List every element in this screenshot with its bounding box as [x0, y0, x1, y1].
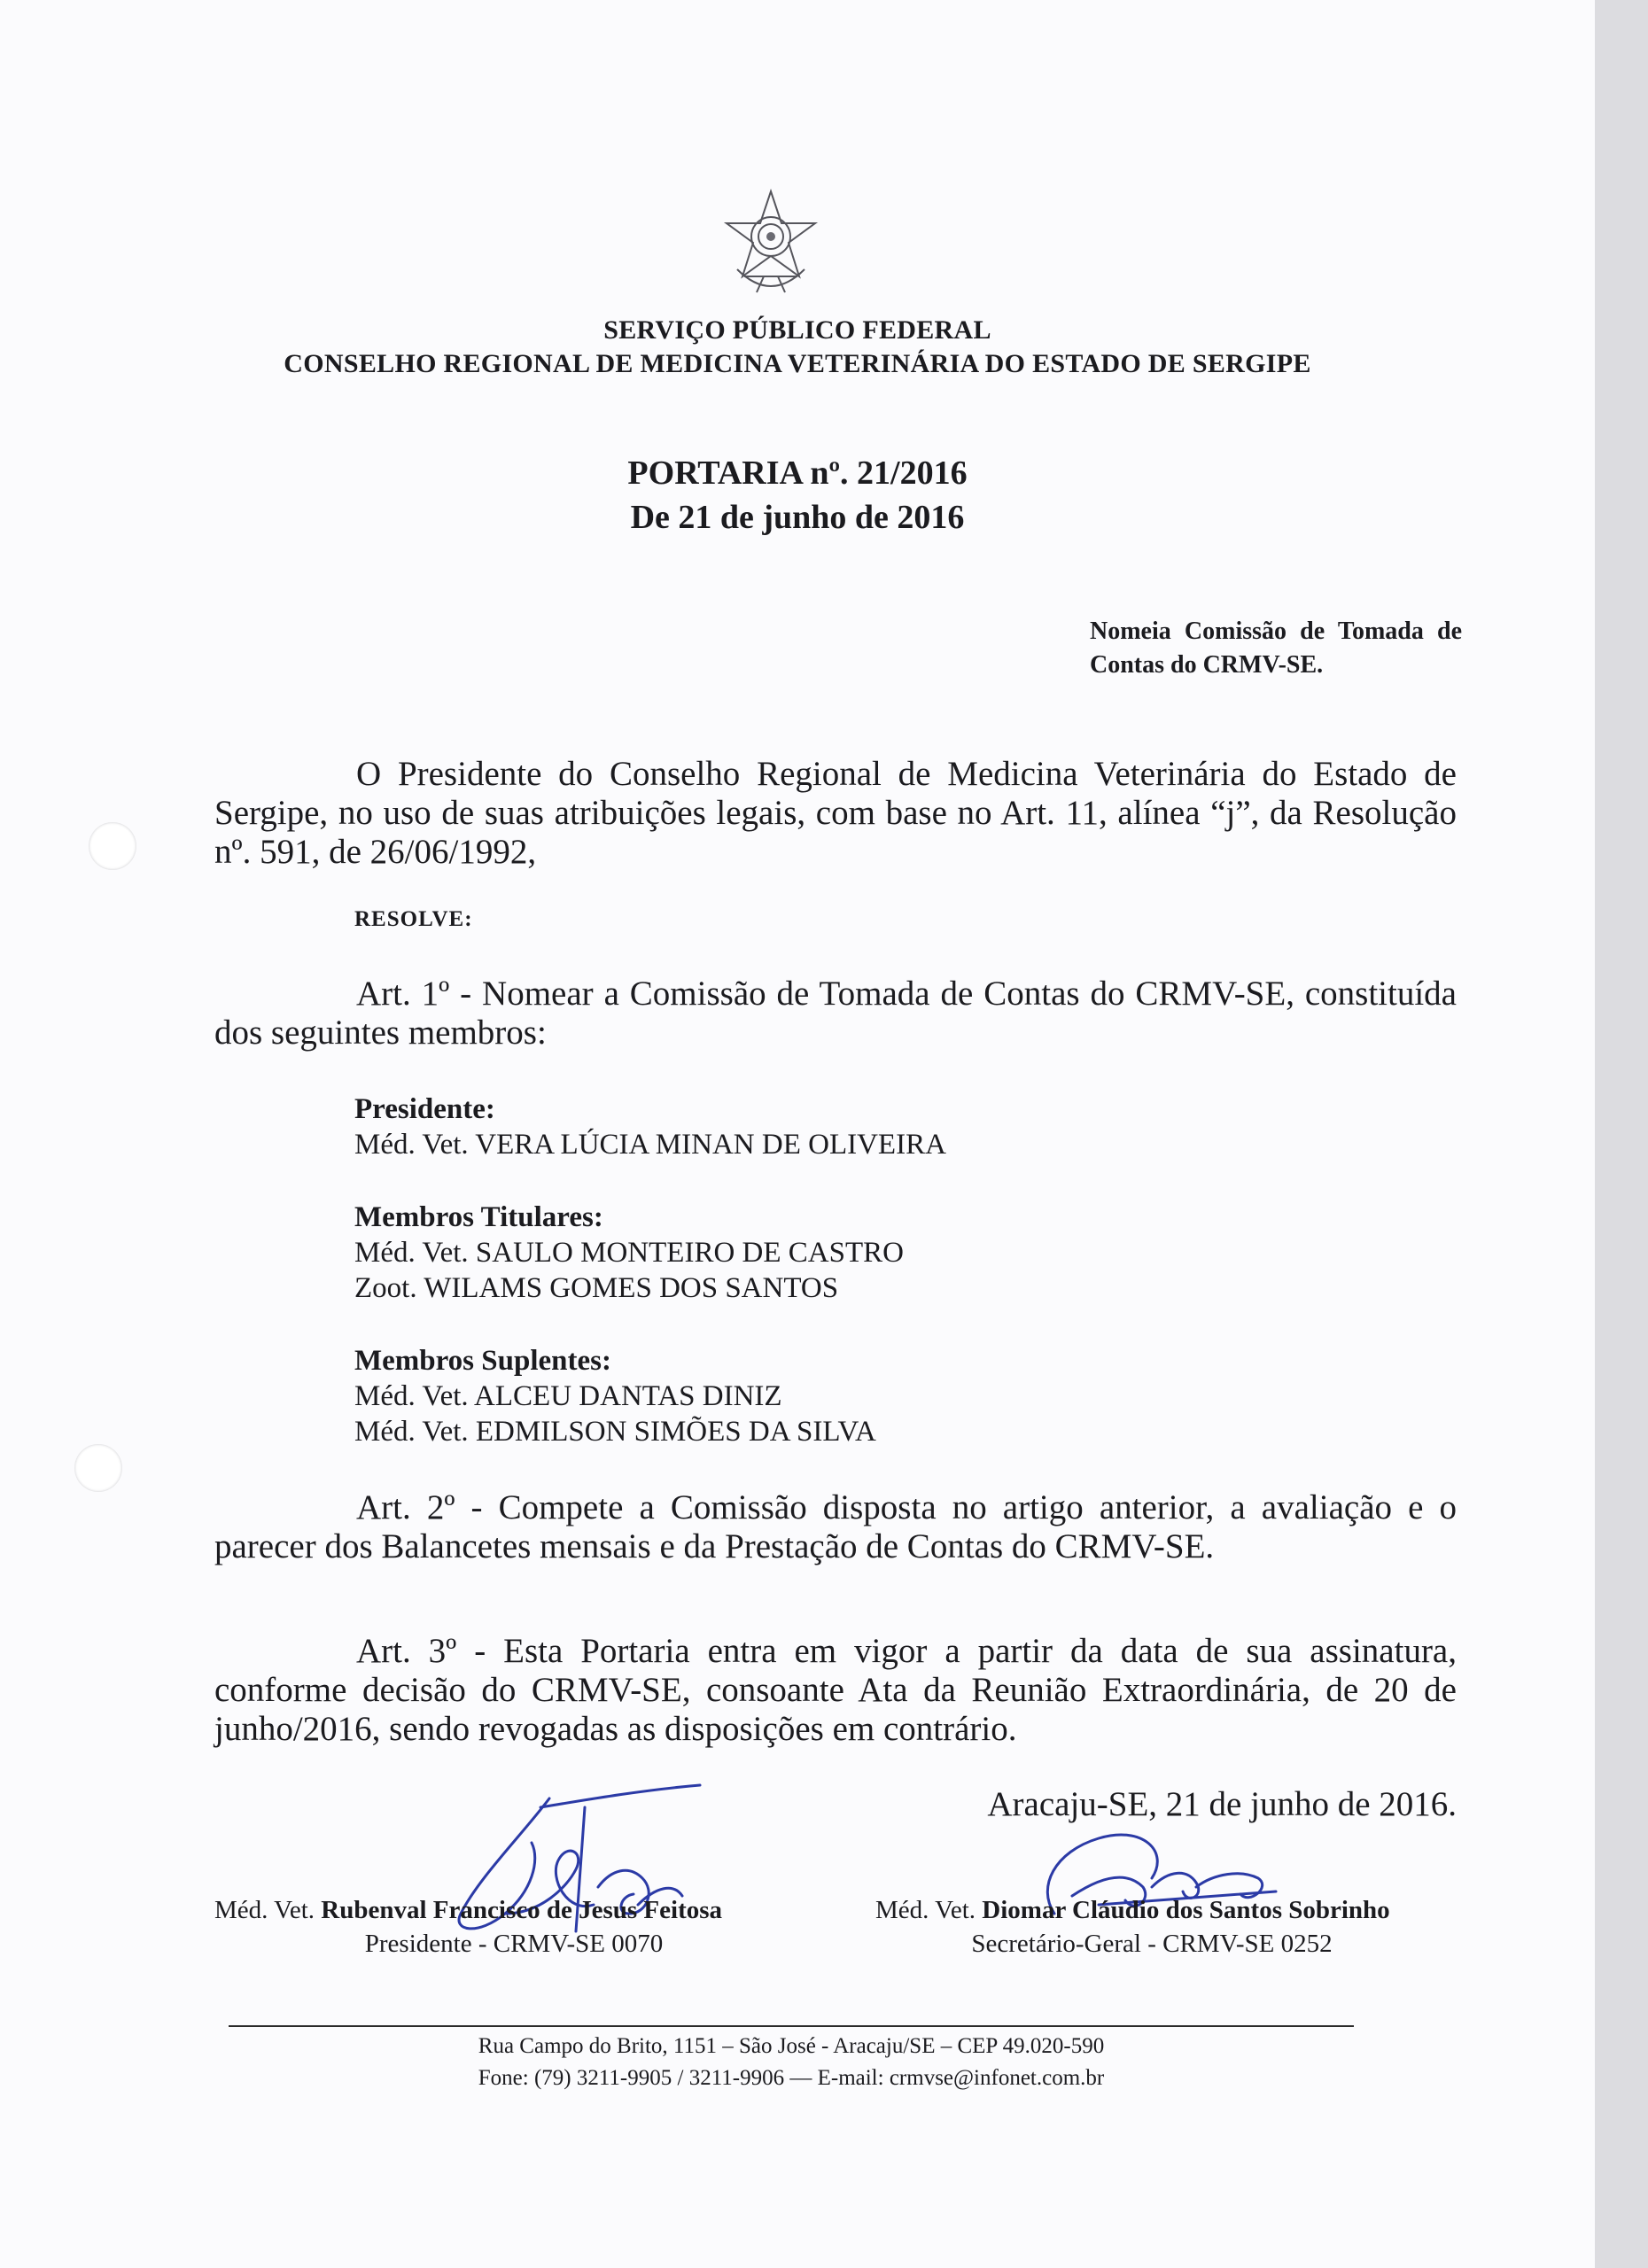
signature-2-prefix: Méd. Vet. [875, 1896, 976, 1924]
president-label: Presidente: [354, 1093, 495, 1125]
suplentes-label: Membros Suplentes: [354, 1345, 611, 1377]
titular-member: Méd. Vet. SAULO MONTEIRO DE CASTRO [354, 1237, 904, 1269]
article-3 [214, 1632, 1457, 1749]
place-and-date: Aracaju-SE, 21 de junho de 2016. [987, 1785, 1457, 1823]
suplentes-block [354, 1343, 876, 1449]
titulares-block [354, 1200, 904, 1306]
preamble-text: O Presidente do Conselho Regional de Medicina Veterinária do Estado de Sergipe, no uso de suas atribuições legais, com base no Art. 11, alínea “j”, da Resolução nº. 591, de 26/06/1992, [214, 755, 1457, 871]
article-1-text: Art. 1º - Nomear a Comissão de Tomada de Contas do CRMV-SE, constituída dos seguintes membros: [214, 975, 1457, 1052]
suplente-member: Méd. Vet. ALCEU DANTAS DINIZ [354, 1380, 782, 1412]
footer-contact: Fone: (79) 3211-9905 / 3211-9906 — E-mail: crmvse@infonet.com.br [478, 2066, 1105, 2090]
signature-1-prefix: Méd. Vet. [214, 1896, 315, 1924]
footer-address: Rua Campo do Brito, 1151 – São José - Aracaju/SE – CEP 49.020-590 [478, 2034, 1105, 2058]
punch-hole-top [89, 822, 136, 870]
president-name: Méd. Vet. VERA LÚCIA MINAN DE OLIVEIRA [354, 1129, 946, 1161]
scan-edge [1595, 0, 1648, 2268]
ementa: Nomeia Comissão de Tomada de Contas do CRMV-SE. [1090, 617, 1462, 679]
portaria-number: PORTARIA nº. 21/2016 [627, 454, 968, 492]
portaria-date: De 21 de junho de 2016 [630, 499, 965, 536]
titulares-label: Membros Titulares: [354, 1201, 603, 1233]
president-block [354, 1091, 946, 1162]
signature-2-role: Secretário-Geral - CRMV-SE 0252 [971, 1930, 1333, 1958]
footer-divider [229, 2025, 1354, 2027]
punch-hole-bottom [74, 1444, 122, 1492]
signature-2-fullname: Diomar Cláudio dos Santos Sobrinho [982, 1896, 1390, 1924]
article-2-text: Art. 2º - Compete a Comissão disposta no artigo anterior, a avaliação e o parecer dos Balancetes mensais e da Prestação de Contas do CRMV-SE. [214, 1488, 1457, 1565]
header-line-2: CONSELHO REGIONAL DE MEDICINA VETERINÁRIA DO ESTADO DE SERGIPE [284, 349, 1311, 378]
signature-1-name [214, 1896, 722, 1925]
header-line-1: SERVIÇO PÚBLICO FEDERAL [603, 315, 991, 345]
suplente-member: Méd. Vet. EDMILSON SIMÕES DA SILVA [354, 1416, 876, 1448]
resolve-heading: RESOLVE: [354, 907, 473, 931]
signature-1-fullname: Rubenval Francisco de Jesus Feitosa [321, 1896, 723, 1924]
article-3-text: Art. 3º - Esta Portaria entra em vigor a partir da data de sua assinatura, conforme decisão do CRMV-SE, consoante Ata da Reunião Extraordinária, de 20 de junho/2016, sendo revogadas as disposições em contrário. [214, 1632, 1457, 1748]
article-1 [214, 975, 1457, 1052]
article-2 [214, 1488, 1457, 1566]
titular-member: Zoot. WILAMS GOMES DOS SANTOS [354, 1272, 839, 1304]
signature-1-role: Presidente - CRMV-SE 0070 [364, 1930, 664, 1958]
preamble-paragraph [214, 755, 1457, 872]
signature-2-name [875, 1896, 1390, 1925]
coat-of-arms-icon [718, 188, 824, 299]
